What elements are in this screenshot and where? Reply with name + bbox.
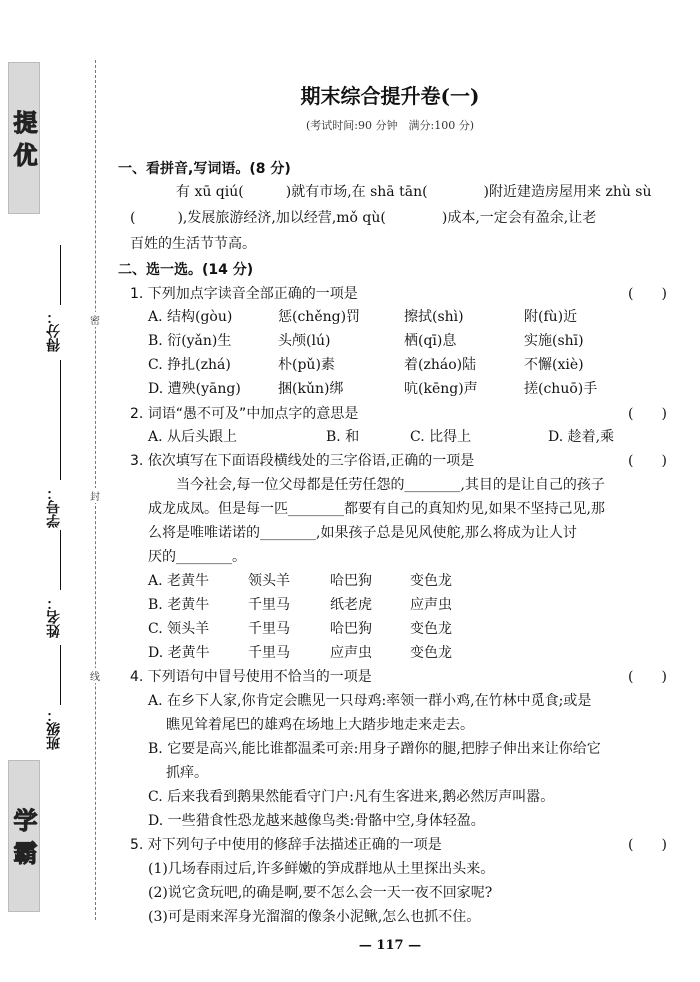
field-line [60,645,61,705]
q3-opt-b-4: 应声虫 [410,597,452,613]
s1-line: ( ),发展旅游经济,加以经营,mǒ qù( )成本,一定会有盈余,让老 [130,210,597,226]
q4-answer-blank: ( ) [628,669,667,685]
q1-opt-c-4: 不懈(xiè) [524,357,584,373]
q3-passage-line: 么将是唯唯诺诺的________,如果孩子总是见风使舵,那么将成为让人讨 [148,525,577,541]
seal-mi: 密 [90,312,100,327]
q3-passage-line: 厌的________。 [148,549,246,565]
q1-opt-a-4: 附(fù)近 [524,309,578,325]
q1-opt-a-3: 擦拭(shì) [404,309,464,325]
q1-opt-d-3: 吭(kēng)声 [404,381,478,397]
q4-opt-b-cont: 抓痒。 [166,765,208,781]
q2-answer-blank: ( ) [628,406,667,422]
q4-opt-b: B. 它要是高兴,能比谁都温柔可亲:用身子蹭你的腿,把脖子伸出来让你给它 [148,741,601,757]
q3-opt-d-2: 千里马 [248,645,290,661]
q2-stem: 2. 词语“愚不可及”中加点字的意思是 [130,406,359,422]
q4-opt-a-cont: 瞧见耸着尾巴的雄鸡在场地上大踏步地走来走去。 [166,717,474,733]
q1-opt-b-1: B. 衍(yǎn)生 [148,333,232,349]
s1-line: 有 xū qiú( )就有市场,在 shā tān( )附近建造房屋用来 zhù sù [176,184,652,200]
q1-opt-b-2: 头颅(lú) [278,333,331,349]
q3-opt-a-1: A. 老黄牛 [148,573,210,589]
page-number: — 117 — [358,938,422,953]
q3-opt-c-3: 哈巴狗 [330,621,372,637]
exam-info: (考试时间:90 分钟 满分:100 分) [306,119,474,132]
q4-opt-a: A. 在乡下人家,你肯定会瞧见一只母鸡:率领一群小鸡,在竹林中觅食;或是 [148,693,592,709]
q1-opt-b-4: 实施(shī) [524,333,584,349]
name-label: 姓名： [46,596,62,638]
q3-opt-d-1: D. 老黄牛 [148,645,210,661]
q3-opt-c-1: C. 领头羊 [148,621,210,637]
q2-opt-d: D. 趁着,乘 [548,429,615,445]
field-line [60,530,61,590]
field-line [60,245,61,305]
q2-opt-b: B. 和 [326,429,360,445]
q1-opt-c-3: 着(zháo)陆 [404,357,477,373]
q3-opt-a-4: 变色龙 [410,573,452,589]
q1-answer-blank: ( ) [628,286,667,302]
q5-sentence: (1)几场春雨过后,许多鲜嫩的笋成群地从土里探出头来。 [148,861,495,877]
q3-passage-line: 成龙成凤。但是每一匹________都要有自己的真知灼见,如果不坚持己见,那 [148,501,605,517]
q3-opt-a-2: 领头羊 [248,573,290,589]
q3-opt-b-2: 千里马 [248,597,290,613]
q1-opt-d-1: D. 遭殃(yāng) [148,381,241,397]
side-badge-top-text: 提 优 [9,109,37,167]
side-badge-bottom-text: 学 霸 [9,807,37,865]
section-2-heading: 二、选一选。(14 分) [118,262,254,278]
q3-stem: 3. 依次填写在下面语段横线处的三字俗语,正确的一项是 [130,453,475,469]
q2-opt-c: C. 比得上 [410,429,472,445]
q3-opt-c-2: 千里马 [248,621,290,637]
page-title: 期末综合提升卷(一) [300,84,480,108]
q3-opt-a-3: 哈巴狗 [330,573,372,589]
q1-opt-a-1: A. 结构(gòu) [148,309,233,325]
q1-opt-c-1: C. 挣扎(zhá) [148,357,231,373]
q3-passage-line: 当今社会,每一位父母都是任劳任怨的________,其目的是让自己的孩子 [176,477,605,493]
score-label: 得分： [46,310,62,352]
q5-stem: 5. 对下列句子中使用的修辞手法描述正确的一项是 [130,837,442,853]
q5-answer-blank: ( ) [628,837,667,853]
q5-sentence: (2)说它贪玩吧,的确是啊,要不怎么会一天一夜不回家呢? [148,885,493,901]
student-id-label: 学号： [46,486,62,528]
q1-opt-d-2: 捆(kǔn)绑 [278,381,344,397]
s1-line: 百姓的生活节节高。 [130,236,256,252]
seal-feng: 封 [90,488,100,503]
q1-stem: 1. 下列加点字读音全部正确的一项是 [130,286,358,302]
q3-answer-blank: ( ) [628,453,667,469]
q5-sentence: (3)可是雨来浑身光溜溜的像条小泥鳅,怎么也抓不住。 [148,909,481,925]
q3-opt-b-3: 纸老虎 [330,597,372,613]
q1-opt-a-2: 惩(chěng)罚 [278,309,361,325]
q3-opt-d-3: 应声虫 [330,645,372,661]
q1-opt-c-2: 朴(pǔ)素 [278,357,335,373]
q4-stem: 4. 下列语句中冒号使用不恰当的一项是 [130,669,372,685]
section-1-heading: 一、看拼音,写词语。(8 分) [118,161,291,177]
q4-opt-c: C. 后来我看到鹅果然能看守门户:凡有生客进来,鹅必然厉声叫嚣。 [148,789,555,805]
class-label: 班级： [46,708,62,750]
q3-opt-c-4: 变色龙 [410,621,452,637]
q2-opt-a: A. 从后头跟上 [148,429,238,445]
q1-opt-d-4: 搓(chuō)手 [524,381,598,397]
q4-opt-d: D. 一些猎食性恐龙越来越像鸟类:骨骼中空,身体轻盈。 [148,813,485,829]
q1-opt-b-3: 栖(qī)息 [404,333,457,349]
seal-xian: 线 [90,668,100,683]
q3-opt-b-1: B. 老黄牛 [148,597,210,613]
field-line [60,360,61,480]
q3-opt-d-4: 变色龙 [410,645,452,661]
